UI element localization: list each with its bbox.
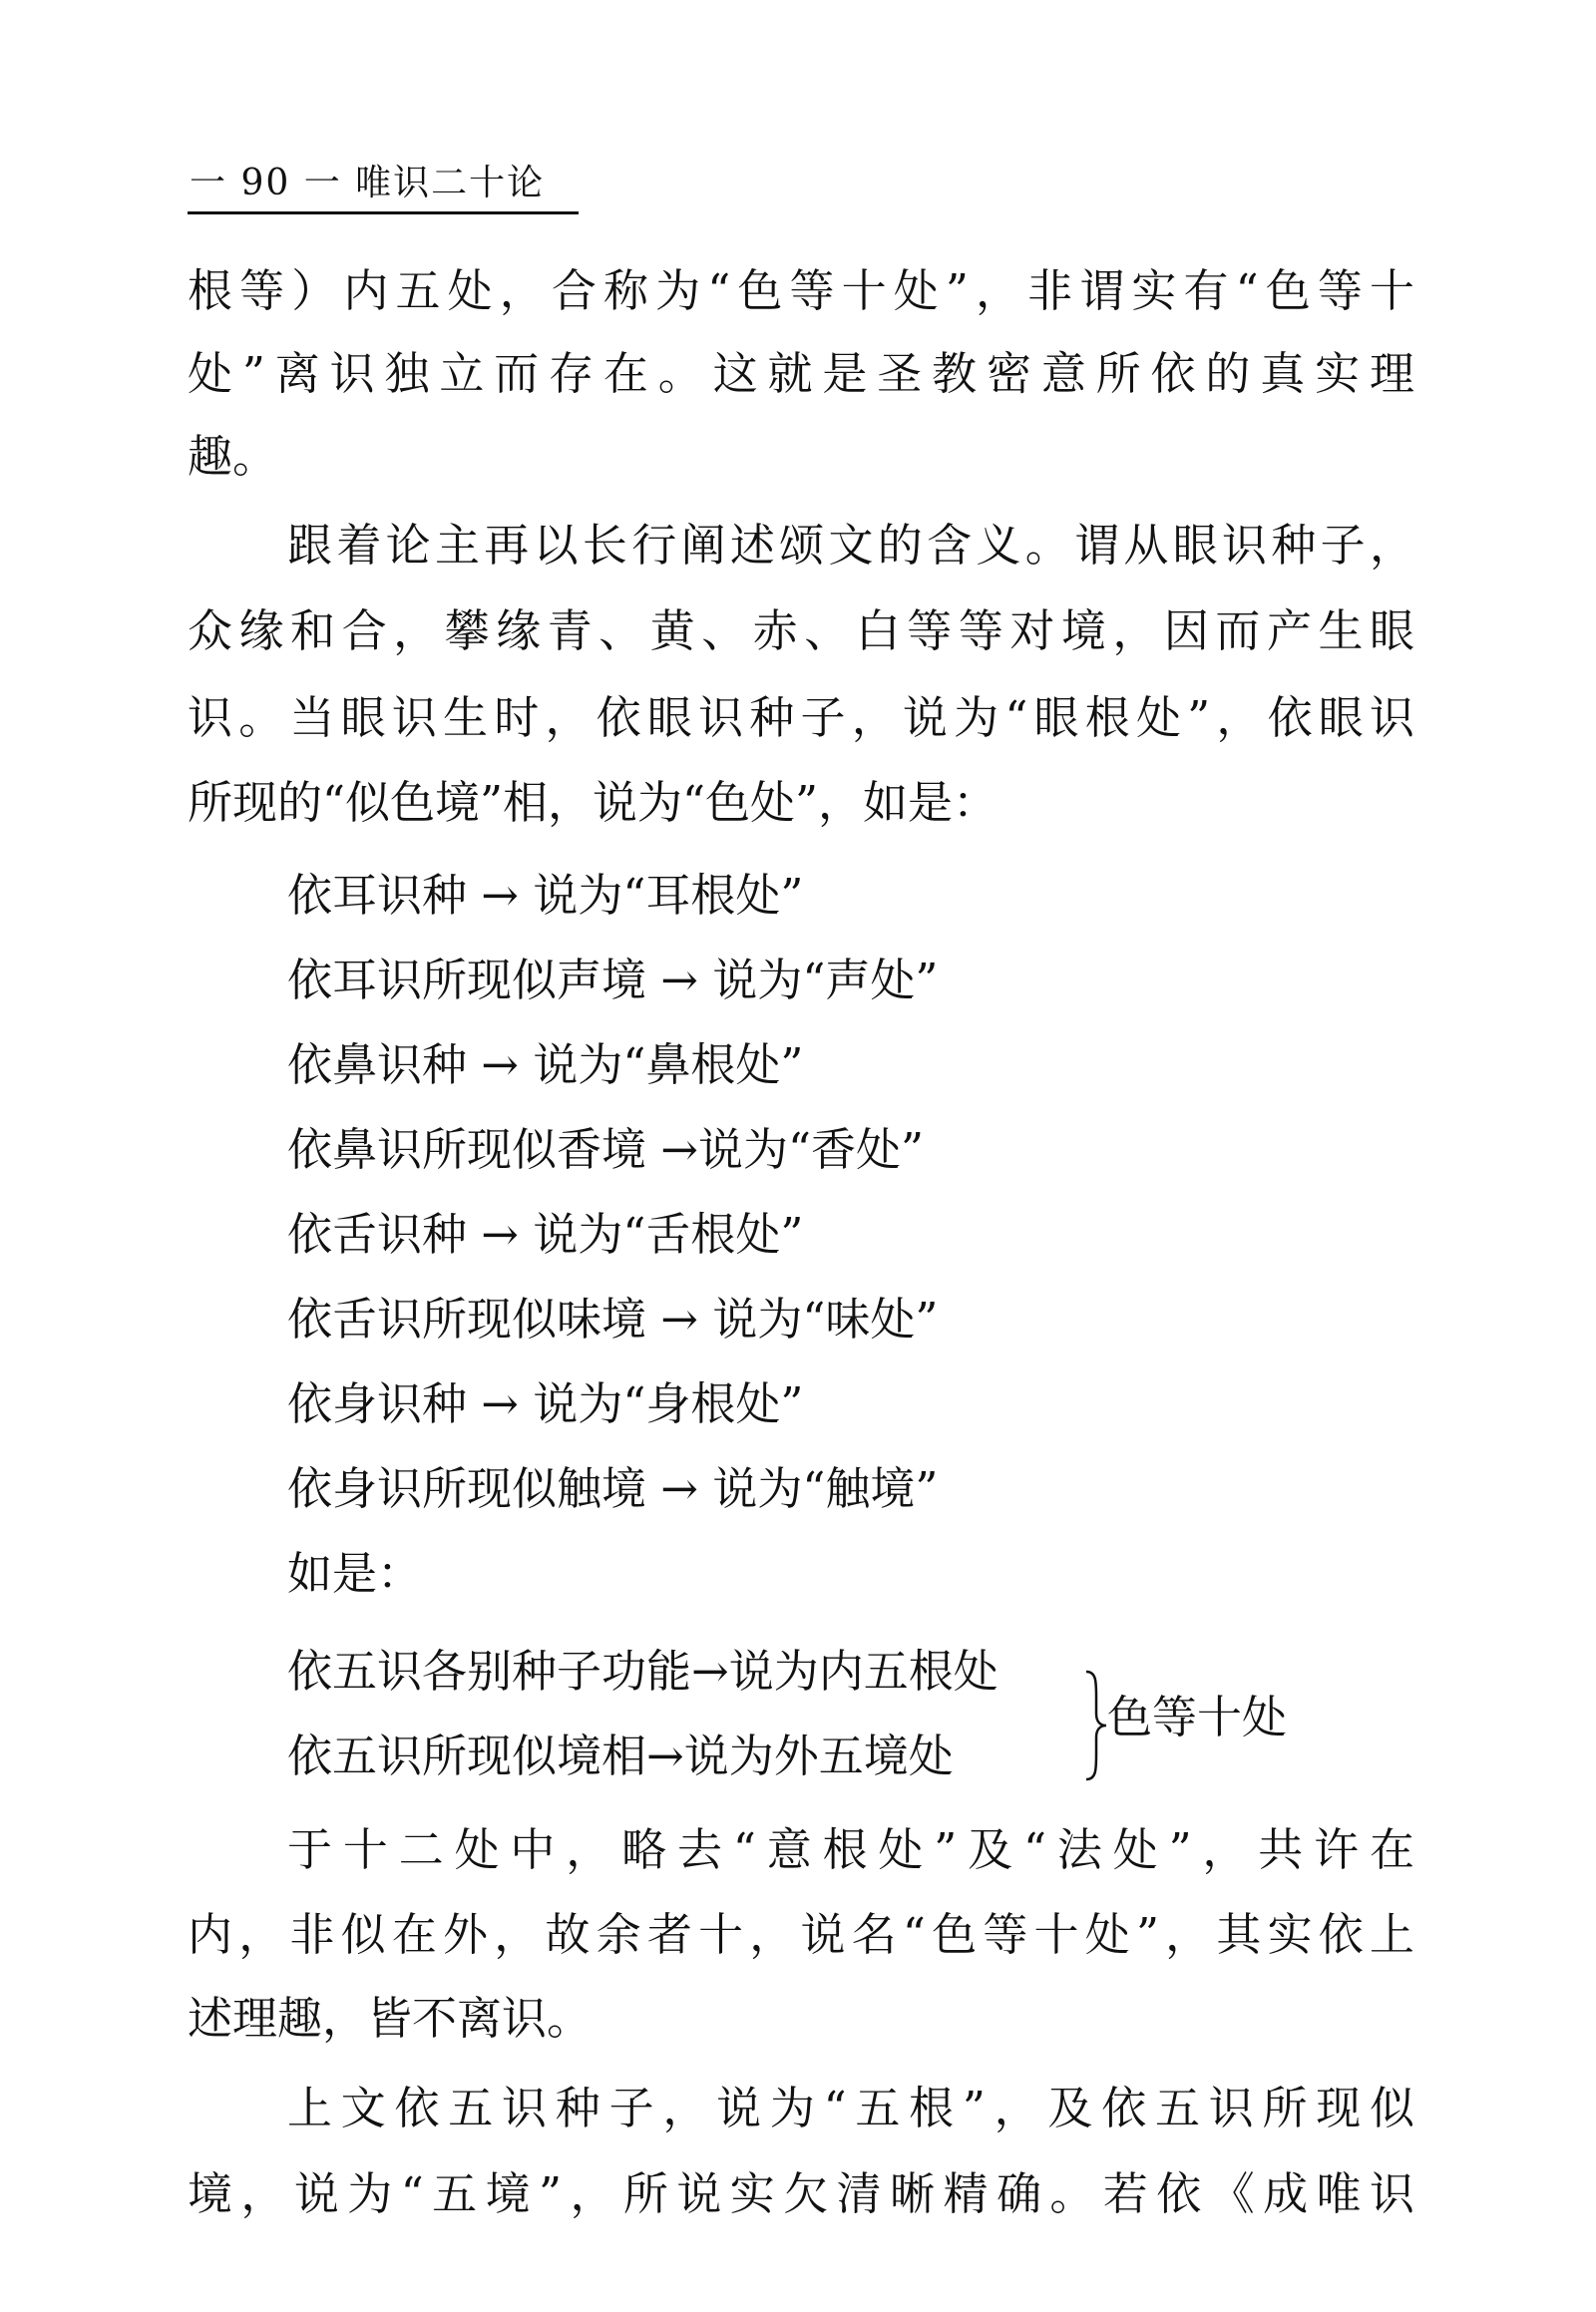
mapping-line: 如是： xyxy=(287,1547,423,1600)
mapping-line: 依舌识所现似味境 → 说为“味处” xyxy=(287,1293,939,1346)
brace-icon xyxy=(1082,1666,1110,1785)
body-line: 众缘和合，攀缘青、黄、赤、白等等对境，因而产生眼 xyxy=(188,604,1414,657)
mapping-line: 依鼻识所现似香境 →说为“香处” xyxy=(287,1123,925,1176)
body-line: 境，说为“五境”，所说实欠清晰精确。若依《成唯识 xyxy=(188,2167,1414,2220)
brace-line: 依五识各别种子功能→说为内五根处 xyxy=(287,1645,998,1698)
paragraph-first-line: 跟着论主再以长行阐述颂文的含义。谓从眼识种子， xyxy=(287,519,1414,572)
running-header: 一 90 一 唯识二十论 xyxy=(190,163,546,203)
body-line: 内，非似在外，故余者十，说名“色等十处”，其实依上 xyxy=(188,1908,1414,1961)
body-line: 根等）内五处，合称为“色等十处”，非谓实有“色等十 xyxy=(188,264,1414,317)
paragraph-first-line: 上文依五识种子，说为“五根”，及依五识所现似 xyxy=(287,2082,1414,2134)
body-line: 识。当眼识生时，依眼识种子，说为“眼根处”，依眼识 xyxy=(188,691,1414,744)
body-line: 处”离识独立而存在。这就是圣教密意所依的真实理 xyxy=(188,347,1414,400)
mapping-line: 依耳识所现似声境 → 说为“声处” xyxy=(287,954,939,1006)
body-line: 所现的“似色境”相，说为“色处”，如是： xyxy=(188,776,998,829)
body-line: 趣。 xyxy=(188,430,278,483)
brace-line: 依五识所现似境相→说为外五境处 xyxy=(287,1730,954,1782)
mapping-line: 依耳识种 → 说为“耳根处” xyxy=(287,869,804,922)
mapping-line: 依鼻识种 → 说为“鼻根处” xyxy=(287,1038,804,1091)
header-rule xyxy=(188,211,579,214)
body-line: 述理趣，皆不离识。 xyxy=(188,1992,593,2045)
mapping-line: 依身识所现似触境 → 说为“触境” xyxy=(287,1462,939,1515)
mapping-line: 依舌识种 → 说为“舌根处” xyxy=(287,1208,804,1261)
brace-label: 色等十处 xyxy=(1107,1691,1288,1743)
mapping-line: 依身识种 → 说为“身根处” xyxy=(287,1377,804,1430)
paragraph-first-line: 于十二处中，略去“意根处”及“法处”，共许在 xyxy=(287,1823,1414,1876)
